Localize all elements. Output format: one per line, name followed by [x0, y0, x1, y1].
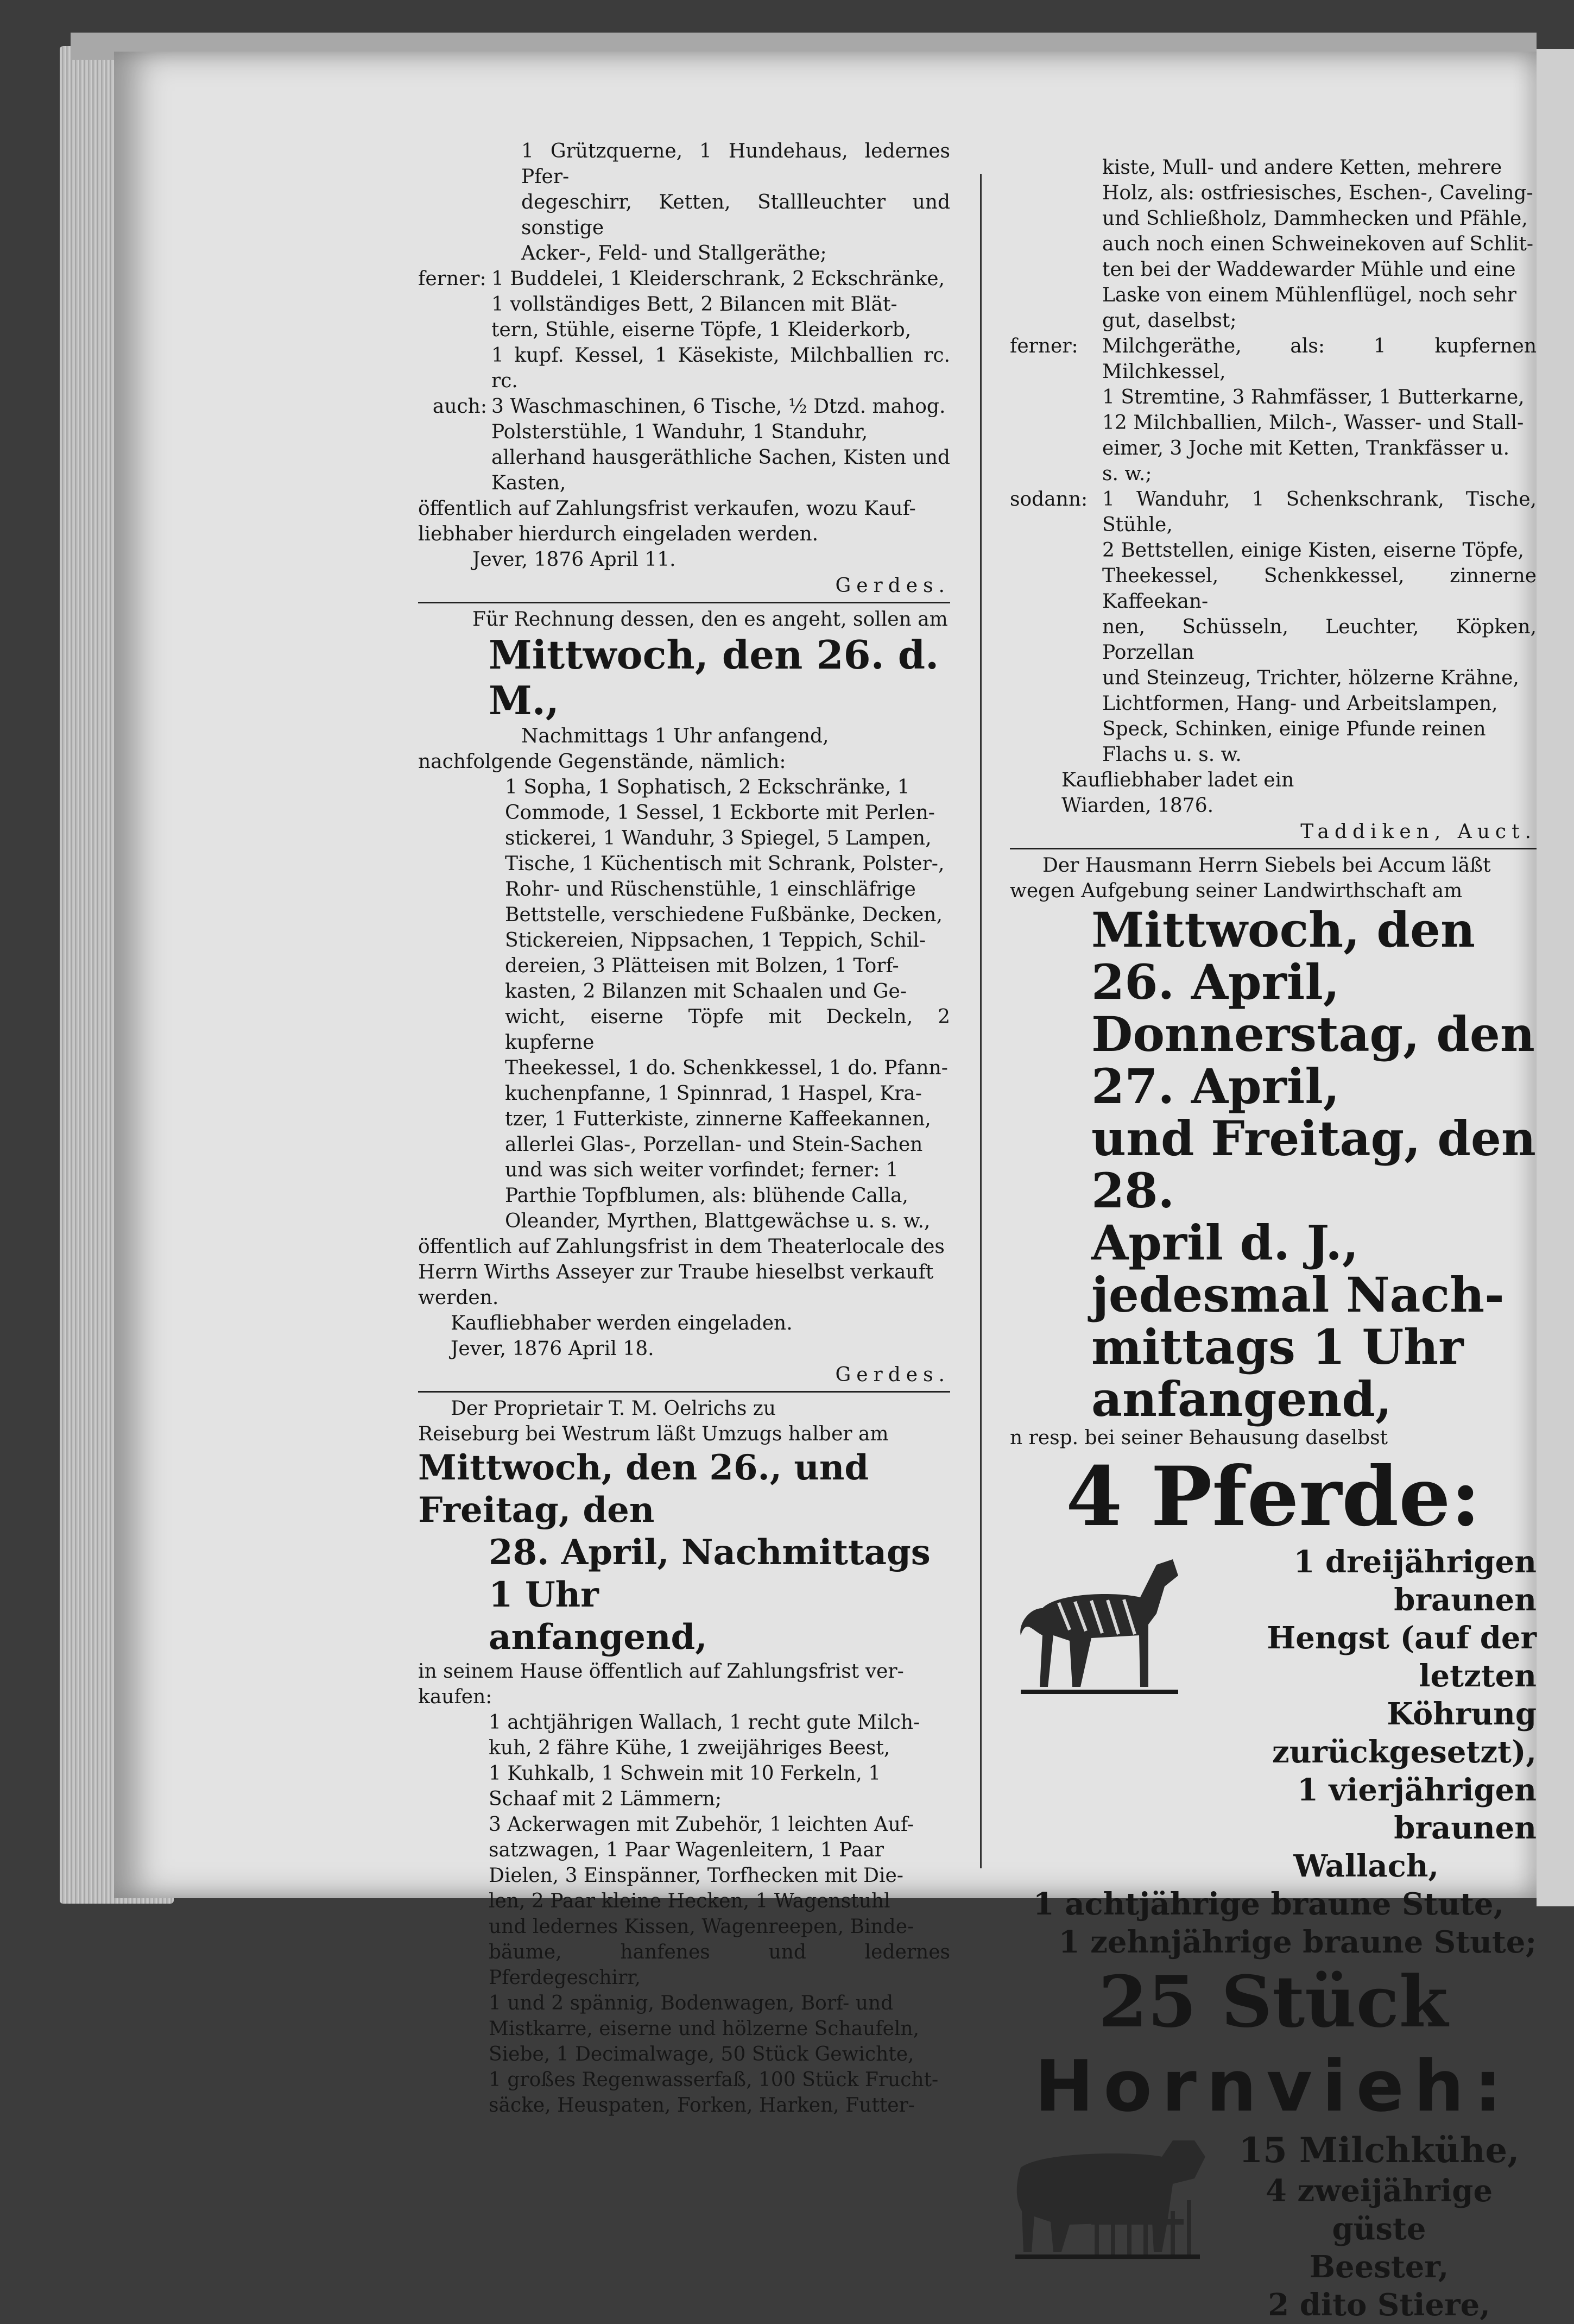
horse-line: Köhrung zurückgesetzt), [1272, 1696, 1537, 1770]
text-line: wegen Aufgebung seiner Landwirthschaft am [1010, 880, 1463, 902]
invite-line: Kaufliebhaber ladet ein [1061, 769, 1294, 791]
text-line: Der Proprietair T. M. Oelrichs zu [451, 1397, 776, 1420]
text-line: dereien, 3 Plätteisen mit Bolzen, 1 Torf- [505, 955, 899, 977]
signature: Taddiken, Auct. [1300, 821, 1537, 843]
text-line: Stickereien, Nippsachen, 1 Teppich, Schil- [505, 929, 926, 952]
ad-2 [418, 607, 950, 1389]
text-line: in seinem Hause öffentlich auf Zahlungsfrist ver- [418, 1660, 904, 1683]
ad-4-ferner [1010, 333, 1537, 487]
text-line: 1 vollständiges Bett, 2 Bilancen mit Blät- [491, 293, 897, 316]
ad-date-headline: anfangend, [489, 1617, 707, 1658]
text-line: s. w.; [1102, 463, 1152, 485]
text-line: Parthie Topfblumen, als: blühende Calla, [505, 1185, 908, 1207]
signature: Gerdes. [835, 575, 950, 597]
ad-date-headline: Mittwoch, den 26., und Freitag, den [418, 1447, 869, 1531]
pferde-headline: 4 Pferde: [1065, 1449, 1481, 1545]
text-line: werden. [418, 1287, 499, 1309]
text-line: stickerei, 1 Wanduhr, 3 Spiegel, 5 Lampen, [505, 827, 932, 849]
text-line: Acker-, Feld- und Stallgeräthe; [521, 242, 827, 264]
ad-4-items [1010, 155, 1537, 333]
text-line: satzwagen, 1 Paar Wagenleitern, 1 Paar [489, 1839, 884, 1861]
text-line: und Steinzeug, Trichter, hölzerne Krähne, [1102, 667, 1519, 689]
dateline: Jever, 1876 April 11. [472, 549, 676, 571]
text-line: Bettstelle, verschiedene Fußbänke, Decken, [505, 904, 943, 926]
horse-line: 1 dreijährigen braunen [1293, 1544, 1537, 1618]
text-line: kasten, 2 Bilanzen mit Schaalen und Ge- [505, 980, 907, 1003]
ad-date-headline: mittags 1 Uhr anfangend, [1091, 1319, 1464, 1427]
signature: Gerdes. [835, 1364, 950, 1386]
text-line: len, 2 Paar kleine Hecken, 1 Wagenstuhl [489, 1890, 890, 1912]
auch-label: auch: [432, 395, 487, 418]
text-line: Lichtformen, Hang- und Arbeitslampen, [1102, 692, 1498, 715]
ad-date-headline: Donnerstag, den 27. April, [1091, 1006, 1535, 1114]
text-line: 3 Waschmaschinen, 6 Tische, ½ Dtzd. mahog. [491, 395, 946, 418]
text-line: bäume, hanfenes und ledernes Pferdegeschirr, [489, 1941, 950, 1989]
cow-line: 4 zweijährige güste [1265, 2173, 1493, 2247]
text-line: 3 Ackerwagen mit Zubehör, 1 leichten Auf- [489, 1813, 914, 1836]
ad-intro: Für Rechnung dessen, den es angeht, sollen am [472, 608, 948, 631]
text-line: Theekessel, 1 do. Schenkkessel, 1 do. Pfann- [505, 1057, 948, 1079]
text-line: und ledernes Kissen, Wagenreepen, Binde- [489, 1916, 914, 1938]
text-line: 1 Wanduhr, 1 Schenkschrank, Tische, Stühle, [1102, 488, 1537, 536]
ad-5-dates [1010, 904, 1537, 1425]
ad-date-headline: Mittwoch, den 26. April, [1091, 902, 1475, 1010]
text-line: 1 Buddelei, 1 Kleiderschrank, 2 Eckschränke, [491, 268, 945, 290]
text-line: 1 Stremtine, 3 Rahmfässer, 1 Butterkarne, [1102, 386, 1525, 408]
horse-line: Wallach, [1293, 1848, 1439, 1884]
text-line: und Schließholz, Dammhecken und Pfähle, [1102, 207, 1528, 230]
text-line: 12 Milchballien, Milch-, Wasser- und Stall- [1102, 412, 1524, 434]
text-line: Dielen, 3 Einspänner, Torfhecken mit Die- [489, 1865, 903, 1887]
facing-page-strip [1537, 49, 1574, 1906]
ad-3 [418, 1396, 950, 2118]
stueck-headline: 25 Stück [1098, 1960, 1448, 2043]
dateline: Wiarden, 1876. [1061, 795, 1214, 817]
text-line: 1 großes Regenwasserfaß, 100 Stück Frucht- [489, 2069, 939, 2091]
text-line: kuchenpfanne, 1 Spinnrad, 1 Haspel, Kra- [505, 1082, 922, 1105]
text-line: kuh, 2 fähre Kühe, 1 zweijähriges Beest, [489, 1737, 890, 1759]
ad-date-headline: und Freitag, den 28. [1091, 1110, 1536, 1219]
horse-line: 1 vierjährigen braunen [1297, 1772, 1537, 1846]
text-line: wicht, eiserne Töpfe mit Deckeln, 2 kupferne [505, 1006, 950, 1054]
text-line: Oleander, Myrthen, Blattgewächse u. s. w., [505, 1210, 931, 1232]
cow-line: 2 dito Stiere, [1268, 2287, 1490, 2323]
ad-5 [1010, 853, 1537, 2324]
text-line: 1 und 2 spännig, Bodenwagen, Borf- und [489, 1992, 894, 2014]
mare-line: 1 achtjährige braune Stute, [1033, 1886, 1504, 1922]
text-line: tern, Stühle, eiserne Töpfe, 1 Kleiderkorb, [491, 319, 912, 341]
sodann-label: sodann: [1010, 488, 1088, 511]
text-line: Polsterstühle, 1 Wanduhr, 1 Standuhr, [491, 421, 868, 443]
text-line: Kasten, [491, 472, 566, 494]
text-line: Holz, als: ostfriesisches, Eschen-, Caveling- [1102, 182, 1533, 204]
text-line: Rohr- und Rüschenstühle, 1 einschläfrige [505, 878, 916, 900]
ad-4 [1010, 155, 1537, 846]
text-line: tzer, 1 Futterkiste, zinnerne Kaffeekannen, [505, 1108, 931, 1130]
text-line: liebhaber hierdurch eingeladen werden. [418, 523, 819, 545]
text-line: Tische, 1 Küchentisch mit Schrank, Polster-, [505, 853, 945, 875]
text-line: Flachs u. s. w. [1102, 744, 1242, 766]
text-line: 2 Bettstellen, einige Kisten, eiserne Töpfe, [1102, 539, 1524, 562]
text-line: Siebe, 1 Decimalwage, 50 Stück Gewichte, [489, 2043, 914, 2065]
ad-1-auch [418, 394, 950, 496]
text-line: Theekessel, Schenkkessel, zinnerne Kaffeekan- [1102, 565, 1537, 613]
ad-date-headline: Mittwoch, den 26. d. M., [489, 632, 939, 723]
text-line: allerhand hausgeräthliche Sachen, Kisten und [491, 446, 950, 469]
ad-1-items [418, 138, 950, 266]
horse-line: Hengst (auf der letzten [1267, 1620, 1537, 1694]
ad-4-sodann [1010, 487, 1537, 767]
cow-illustration [1010, 2130, 1216, 2265]
ferner-label: ferner: [418, 268, 486, 290]
horse-illustration [1010, 1543, 1189, 1706]
ad-1-ferner [418, 266, 950, 394]
ad-separator [418, 1391, 950, 1393]
text-line: gut, daselbst; [1102, 310, 1237, 332]
text-line: kiste, Mull- und andere Ketten, mehrere [1102, 156, 1502, 179]
hornvieh-headline: Hornvieh: [1034, 2045, 1512, 2127]
text-line: Schaaf mit 2 Lämmern; [489, 1788, 722, 1810]
left-column [418, 138, 950, 2118]
text-line: ten bei der Waddewarder Mühle und eine [1102, 259, 1516, 281]
ad-separator [418, 602, 950, 603]
text-line: allerlei Glas-, Porzellan- und Stein-Sachen [505, 1133, 923, 1156]
items-intro: nachfolgende Gegenstände, nämlich: [418, 751, 786, 773]
text-line: 1 Grützquerne, 1 Hundehaus, ledernes Pfer- [521, 140, 950, 188]
text-line: Speck, Schinken, einige Pfunde reinen [1102, 718, 1486, 740]
mare-line: 1 zehnjährige braune Stute; [1058, 1924, 1537, 1960]
ad-date-headline: 28. April, Nachmittags 1 Uhr [489, 1532, 931, 1615]
text-line: Mistkarre, eiserne und hölzerne Schaufeln, [489, 2018, 920, 2040]
cow-block [1010, 2130, 1537, 2324]
ferner-label: ferner: [1010, 335, 1078, 357]
ad-separator [1010, 848, 1537, 849]
text-line: öffentlich auf Zahlungsfrist in dem Theaterlocale des [418, 1236, 945, 1258]
text-line: Milchgeräthe, als: 1 kupfernen Milchkessel, [1102, 335, 1537, 383]
ad-2-items [418, 774, 950, 1234]
text-line: 1 Kuhkalb, 1 Schwein mit 10 Ferkeln, 1 [489, 1762, 881, 1785]
right-column [1010, 155, 1537, 2324]
text-line: Herrn Wirths Asseyer zur Traube hieselbst verkauft [418, 1261, 934, 1283]
column-divider [980, 174, 982, 1868]
text-line: und was sich weiter vorfindet; ferner: 1 [505, 1159, 899, 1181]
place-line: n resp. bei seiner Behausung daselbst [1010, 1427, 1388, 1449]
text-line: Commode, 1 Sessel, 1 Eckborte mit Perlen- [505, 802, 935, 824]
ad-1 [418, 138, 950, 600]
text-line: kaufen: [418, 1686, 492, 1708]
cow-line: Beester, [1309, 2249, 1449, 2285]
dateline: Jever, 1876 April 18. [451, 1338, 654, 1360]
text-line: 1 kupf. Kessel, 1 Käsekiste, Milchballien rc. rc. [491, 344, 950, 392]
ad-date-headline: April d. J., jedesmal Nach- [1091, 1214, 1505, 1323]
text-line: Laske von einem Mühlenflügel, noch sehr [1102, 284, 1516, 306]
text-line: öffentlich auf Zahlungsfrist verkaufen, wozu Kauf- [418, 497, 916, 520]
ad-time: Nachmittags 1 Uhr anfangend, [521, 725, 829, 747]
text-line: 1 Sopha, 1 Sophatisch, 2 Eckschränke, 1 [505, 776, 910, 798]
ad-3-items [418, 1710, 950, 2118]
text-line: eimer, 3 Joche mit Ketten, Trankfässer u. [1102, 437, 1510, 459]
cow-line: 15 Milchkühe, [1238, 2130, 1520, 2171]
text-line: 1 achtjährigen Wallach, 1 recht gute Milch- [489, 1711, 920, 1734]
text-line: auch noch einen Schweinekoven auf Schlit- [1102, 233, 1534, 255]
horse-block [1010, 1543, 1537, 1885]
text-line: Reiseburg bei Westrum läßt Umzugs halber am [418, 1423, 889, 1445]
invite-line: Kaufliebhaber werden eingeladen. [451, 1312, 793, 1334]
text-line: Der Hausmann Herrn Siebels bei Accum läßt [1042, 854, 1491, 877]
text-line: degeschirr, Ketten, Stallleuchter und sonstige [521, 191, 950, 239]
text-line: säcke, Heuspaten, Forken, Harken, Futter- [489, 2094, 915, 2117]
text-line: nen, Schüsseln, Leuchter, Köpken, Porzellan [1102, 616, 1537, 664]
